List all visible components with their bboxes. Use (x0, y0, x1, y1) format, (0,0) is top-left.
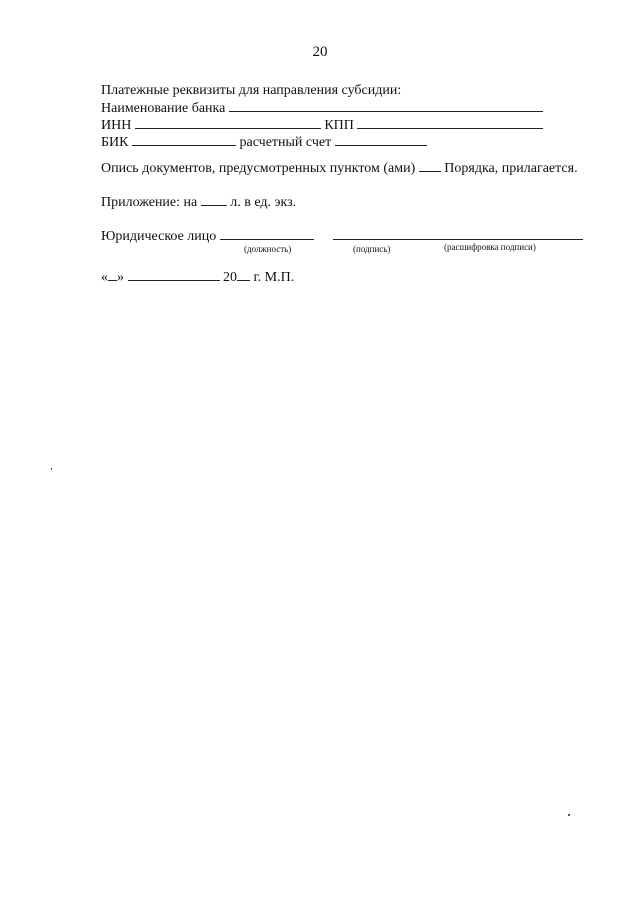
year-field[interactable] (237, 268, 250, 281)
inventory-text-before: Опись документов, предусмотренных пунктом (ами) (101, 161, 416, 176)
day-field[interactable] (108, 268, 117, 281)
year-prefix: 20 (223, 270, 237, 285)
scan-speck (51, 468, 52, 470)
attachment-text-before: Приложение: на (101, 195, 198, 210)
month-field[interactable] (128, 268, 220, 281)
inn-label: ИНН (101, 118, 132, 133)
caption-signature: (подпись) (353, 244, 391, 254)
position-field[interactable] (220, 227, 314, 240)
bank-row (101, 99, 543, 116)
date-open-quote: « (101, 270, 108, 285)
account-field[interactable] (335, 133, 427, 146)
scan-speck (568, 814, 570, 816)
date-close-quote: » (117, 270, 124, 285)
payment-details (101, 82, 543, 150)
inn-kpp-row (101, 116, 543, 133)
bik-account-row (101, 133, 543, 150)
caption-position: (должность) (244, 244, 292, 254)
caption-decoding: (расшифровка подписи) (444, 242, 536, 252)
signature-label: Юридическое лицо (101, 229, 217, 244)
attachment-pages-field[interactable] (201, 193, 227, 206)
account-label: расчетный счет (239, 135, 332, 150)
inventory-row (101, 159, 578, 177)
kpp-label: КПП (324, 118, 354, 133)
signature-decoding-field[interactable] (333, 227, 583, 240)
inn-field[interactable] (135, 116, 321, 129)
inventory-point-field[interactable] (419, 159, 441, 172)
bank-name-field[interactable] (229, 99, 543, 112)
date-suffix: г. М.П. (253, 270, 295, 285)
bik-field[interactable] (132, 133, 236, 146)
bik-label: БИК (101, 135, 129, 150)
date-row (101, 268, 294, 286)
inventory-text-after: Порядка, прилагается. (444, 161, 578, 176)
page-number: 20 (312, 44, 328, 60)
bank-label: Наименование банка (101, 101, 226, 116)
payment-heading: Платежные реквизиты для направления субсидии: (101, 83, 402, 98)
attachment-text-after: л. в ед. экз. (230, 195, 297, 210)
kpp-field[interactable] (357, 116, 543, 129)
attachment-row (101, 193, 296, 211)
